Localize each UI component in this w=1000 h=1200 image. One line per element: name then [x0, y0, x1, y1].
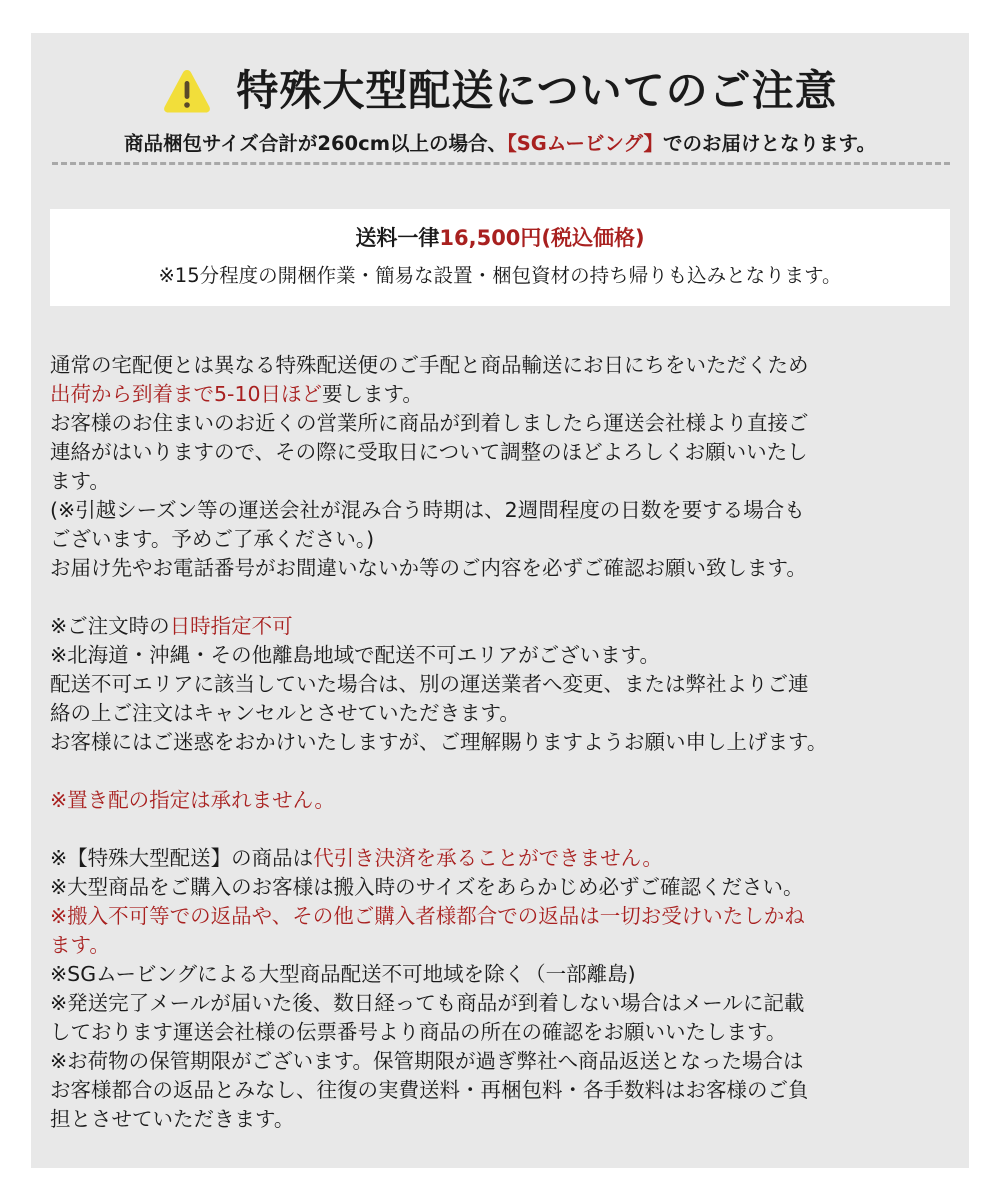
subtitle-carrier-highlight: 【SGムービング】 [507, 132, 664, 155]
subtitle-suffix: でのお届けとなります。 [663, 132, 876, 155]
notice-line: 連絡がはいりますので、その際に受取日について調整のほどよろしくお願いいたし [50, 440, 808, 464]
notice-line: (※引越シーズン等の運送会社が混み合う時期は、2週間程度の日数を要する場合も [50, 498, 805, 522]
notice-line: 配送不可エリアに該当していた場合は、別の運送業者へ変更、または弊社よりご連 [50, 672, 809, 696]
warning-icon [162, 67, 212, 115]
notice-text: ※ご注文時の [50, 614, 170, 638]
notice-line [50, 612, 980, 641]
shipping-notice-panel [31, 33, 969, 1168]
notice-text: 要します。 [322, 382, 423, 406]
spacer [50, 583, 980, 612]
no-return-notice: ※搬入不可等での返品や、その他ご購入者様都合での返品は一切お受けいたしかね [50, 904, 805, 928]
notice-line: ※発送完了メールが届いた後、数日経っても商品が到着しない場合はメールに記載 [50, 991, 805, 1015]
price-value: 16,500円(税込価格) [439, 226, 645, 250]
notice-line [50, 844, 980, 873]
no-cod-highlight: 代引き決済を承ることができません。 [313, 846, 663, 870]
subtitle-prefix: 商品梱包サイズ合計が260cm以上の場合、 [123, 132, 508, 155]
notice-line [50, 380, 980, 409]
notice-line: ※SGムービングによる大型商品配送不可地域を除く（一部離島) [50, 962, 636, 986]
price-box [50, 209, 950, 306]
no-date-specification-highlight: 日時指定不可 [169, 614, 293, 638]
spacer [50, 815, 980, 844]
notice-line: お届け先やお電話番号がお間違いないか等のご内容を必ずご確認お願い致します。 [50, 556, 807, 580]
subtitle [31, 129, 969, 159]
spacer [50, 757, 980, 786]
notice-line: ※大型商品をご購入のお客様は搬入時のサイズをあらかじめ必ずご確認ください。 [50, 875, 804, 899]
price-label: 送料一律 [355, 226, 440, 250]
notice-line: ※北海道・沖縄・その他離島地域で配送不可エリアがございます。 [50, 643, 661, 667]
delivery-time-highlight: 出荷から到着まで5-10日ほど [50, 382, 323, 406]
price-line [50, 223, 950, 253]
notice-line: 担とさせていただきます。 [50, 1107, 295, 1131]
no-return-notice-cont: ます。 [50, 933, 110, 957]
notice-body [50, 351, 980, 1134]
dashed-divider [52, 162, 950, 165]
notice-line: ます。 [50, 469, 110, 493]
no-drop-off-notice: ※置き配の指定は承れません。 [50, 788, 335, 812]
notice-line: 通常の宅配便とは異なる特殊配送便のご手配と商品輸送にお日にちをいただくため [50, 353, 809, 377]
title-row [31, 63, 969, 119]
notice-line: しております運送会社様の伝票番号より商品の所在の確認をお願いいたします。 [50, 1020, 787, 1044]
notice-text: ※【特殊大型配送】の商品は [50, 846, 314, 870]
notice-line: お客様のお住まいのお近くの営業所に商品が到着しましたら運送会社様より直接ご [50, 411, 809, 435]
notice-line: お客様にはご迷惑をおかけいたしますが、ご理解賜りますようお願い申し上げます。 [50, 730, 828, 754]
price-note: ※15分程度の開梱作業・簡易な設置・梱包資材の持ち帰りも込みとなります。 [158, 264, 842, 287]
notice-line: お客様都合の返品とみなし、往復の実費送料・再梱包料・各手数料はお客様のご負 [50, 1078, 809, 1102]
page-title: 特殊大型配送についてのご注意 [236, 66, 838, 115]
notice-line: ※お荷物の保管期限がございます。保管期限が過ぎ弊社へ商品返送となった場合は [50, 1049, 804, 1073]
notice-line: 絡の上ご注文はキャンセルとさせていただきます。 [50, 701, 520, 725]
notice-line: ございます。予めご了承ください。) [50, 527, 375, 551]
